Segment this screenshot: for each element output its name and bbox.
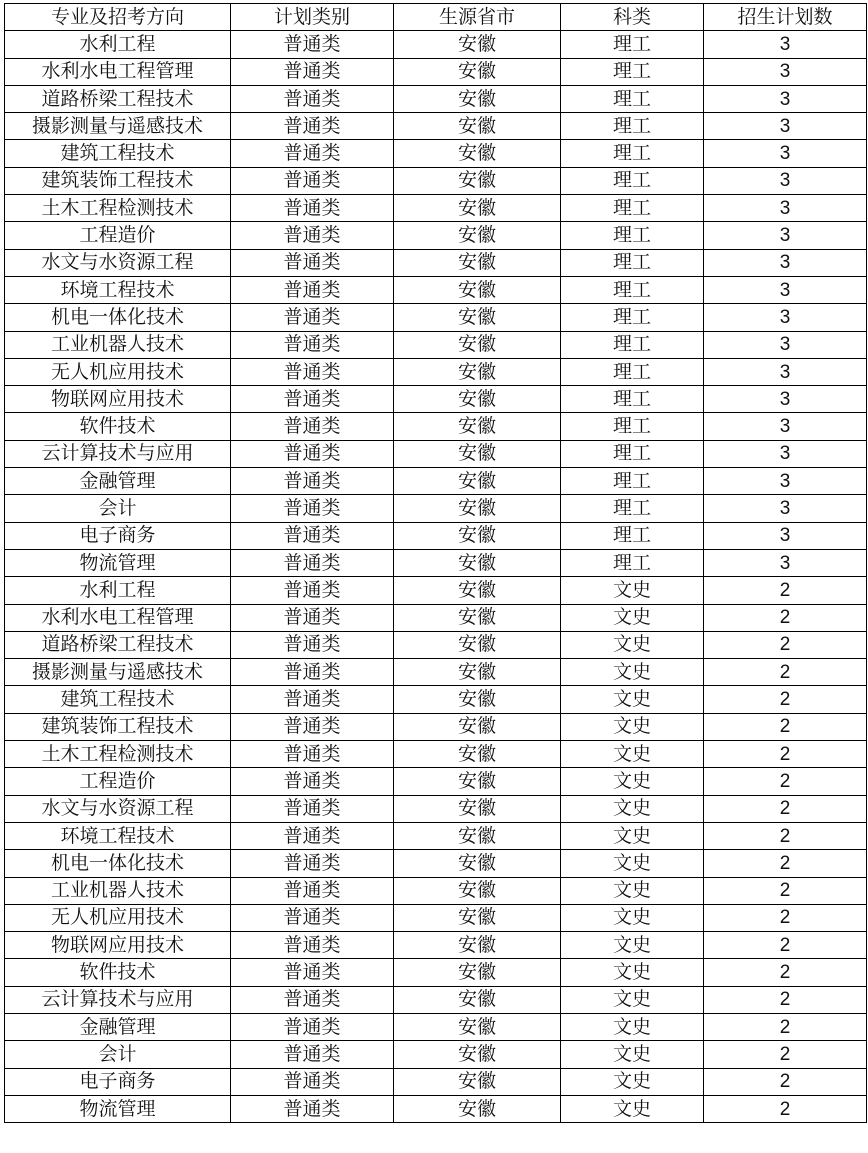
table-row <box>5 877 867 904</box>
cell-source-province: 安徽 <box>394 768 561 795</box>
cell-major: 会计 <box>5 495 231 522</box>
cell-subject-category: 文史 <box>561 904 704 931</box>
cell-plan-category: 普通类 <box>231 85 394 112</box>
cell-source-province: 安徽 <box>394 331 561 358</box>
table-row <box>5 577 867 604</box>
cell-source-province: 安徽 <box>394 877 561 904</box>
cell-subject-category: 理工 <box>561 195 704 222</box>
cell-major: 物联网应用技术 <box>5 932 231 959</box>
table-row <box>5 222 867 249</box>
cell-plan-category: 普通类 <box>231 58 394 85</box>
cell-subject-category: 文史 <box>561 877 704 904</box>
cell-major: 物流管理 <box>5 549 231 576</box>
cell-major: 水利工程 <box>5 577 231 604</box>
cell-enrollment-count: 3 <box>704 522 867 549</box>
cell-source-province: 安徽 <box>394 932 561 959</box>
table-row <box>5 986 867 1013</box>
cell-enrollment-count: 3 <box>704 440 867 467</box>
cell-source-province: 安徽 <box>394 495 561 522</box>
cell-subject-category: 理工 <box>561 276 704 303</box>
cell-enrollment-count: 3 <box>704 386 867 413</box>
cell-plan-category: 普通类 <box>231 795 394 822</box>
cell-source-province: 安徽 <box>394 604 561 631</box>
cell-subject-category: 理工 <box>561 222 704 249</box>
cell-plan-category: 普通类 <box>231 195 394 222</box>
cell-enrollment-count: 3 <box>704 276 867 303</box>
table-row <box>5 795 867 822</box>
cell-subject-category: 文史 <box>561 686 704 713</box>
enrollment-plan-table <box>4 3 867 1123</box>
cell-enrollment-count: 3 <box>704 304 867 331</box>
header-subject-category: 科类 <box>561 4 704 31</box>
cell-major: 机电一体化技术 <box>5 850 231 877</box>
cell-major: 无人机应用技术 <box>5 904 231 931</box>
cell-plan-category: 普通类 <box>231 140 394 167</box>
table-row <box>5 1095 867 1122</box>
cell-major: 土木工程检测技术 <box>5 741 231 768</box>
table-row <box>5 1013 867 1040</box>
cell-major: 建筑装饰工程技术 <box>5 167 231 194</box>
table-row <box>5 358 867 385</box>
cell-subject-category: 理工 <box>561 249 704 276</box>
cell-plan-category: 普通类 <box>231 522 394 549</box>
cell-major: 道路桥梁工程技术 <box>5 631 231 658</box>
cell-enrollment-count: 3 <box>704 58 867 85</box>
cell-major: 工业机器人技术 <box>5 877 231 904</box>
cell-plan-category: 普通类 <box>231 604 394 631</box>
cell-major: 物流管理 <box>5 1095 231 1122</box>
cell-enrollment-count: 2 <box>704 713 867 740</box>
cell-plan-category: 普通类 <box>231 713 394 740</box>
cell-source-province: 安徽 <box>394 713 561 740</box>
table-header <box>5 4 867 31</box>
table-row <box>5 1041 867 1068</box>
cell-enrollment-count: 3 <box>704 549 867 576</box>
table-row <box>5 904 867 931</box>
cell-enrollment-count: 3 <box>704 249 867 276</box>
header-plan-category: 计划类别 <box>231 4 394 31</box>
cell-plan-category: 普通类 <box>231 741 394 768</box>
table-row <box>5 822 867 849</box>
cell-plan-category: 普通类 <box>231 959 394 986</box>
cell-major: 环境工程技术 <box>5 276 231 303</box>
cell-source-province: 安徽 <box>394 795 561 822</box>
cell-major: 电子商务 <box>5 522 231 549</box>
cell-source-province: 安徽 <box>394 522 561 549</box>
table-row <box>5 631 867 658</box>
cell-source-province: 安徽 <box>394 1013 561 1040</box>
cell-subject-category: 文史 <box>561 631 704 658</box>
cell-enrollment-count: 3 <box>704 495 867 522</box>
cell-plan-category: 普通类 <box>231 1041 394 1068</box>
cell-subject-category: 理工 <box>561 58 704 85</box>
cell-major: 道路桥梁工程技术 <box>5 85 231 112</box>
cell-major: 摄影测量与遥感技术 <box>5 659 231 686</box>
cell-source-province: 安徽 <box>394 1095 561 1122</box>
cell-enrollment-count: 2 <box>704 686 867 713</box>
cell-major: 水利工程 <box>5 31 231 58</box>
cell-major: 水文与水资源工程 <box>5 795 231 822</box>
cell-subject-category: 文史 <box>561 659 704 686</box>
cell-source-province: 安徽 <box>394 549 561 576</box>
cell-major: 云计算技术与应用 <box>5 440 231 467</box>
cell-enrollment-count: 3 <box>704 413 867 440</box>
cell-enrollment-count: 3 <box>704 167 867 194</box>
cell-source-province: 安徽 <box>394 222 561 249</box>
cell-source-province: 安徽 <box>394 195 561 222</box>
cell-source-province: 安徽 <box>394 686 561 713</box>
cell-source-province: 安徽 <box>394 850 561 877</box>
cell-source-province: 安徽 <box>394 577 561 604</box>
cell-plan-category: 普通类 <box>231 113 394 140</box>
cell-subject-category: 理工 <box>561 113 704 140</box>
cell-subject-category: 理工 <box>561 413 704 440</box>
cell-source-province: 安徽 <box>394 904 561 931</box>
cell-subject-category: 文史 <box>561 986 704 1013</box>
cell-source-province: 安徽 <box>394 440 561 467</box>
cell-major: 水文与水资源工程 <box>5 249 231 276</box>
cell-subject-category: 文史 <box>561 850 704 877</box>
table-row <box>5 713 867 740</box>
cell-subject-category: 文史 <box>561 1041 704 1068</box>
cell-enrollment-count: 2 <box>704 768 867 795</box>
cell-subject-category: 文史 <box>561 932 704 959</box>
cell-major: 电子商务 <box>5 1068 231 1095</box>
cell-plan-category: 普通类 <box>231 167 394 194</box>
cell-plan-category: 普通类 <box>231 932 394 959</box>
cell-plan-category: 普通类 <box>231 877 394 904</box>
cell-major: 云计算技术与应用 <box>5 986 231 1013</box>
cell-plan-category: 普通类 <box>231 331 394 358</box>
cell-subject-category: 理工 <box>561 468 704 495</box>
cell-major: 软件技术 <box>5 959 231 986</box>
cell-source-province: 安徽 <box>394 386 561 413</box>
cell-source-province: 安徽 <box>394 822 561 849</box>
cell-subject-category: 文史 <box>561 713 704 740</box>
table-row <box>5 850 867 877</box>
cell-plan-category: 普通类 <box>231 413 394 440</box>
cell-plan-category: 普通类 <box>231 440 394 467</box>
table-row <box>5 1068 867 1095</box>
cell-source-province: 安徽 <box>394 959 561 986</box>
cell-enrollment-count: 2 <box>704 741 867 768</box>
cell-subject-category: 理工 <box>561 549 704 576</box>
cell-plan-category: 普通类 <box>231 222 394 249</box>
cell-subject-category: 文史 <box>561 604 704 631</box>
cell-major: 工程造价 <box>5 768 231 795</box>
cell-source-province: 安徽 <box>394 468 561 495</box>
table-row <box>5 959 867 986</box>
cell-enrollment-count: 2 <box>704 904 867 931</box>
cell-subject-category: 理工 <box>561 304 704 331</box>
table-row <box>5 386 867 413</box>
cell-major: 水利水电工程管理 <box>5 58 231 85</box>
cell-subject-category: 文史 <box>561 741 704 768</box>
cell-source-province: 安徽 <box>394 31 561 58</box>
cell-subject-category: 理工 <box>561 522 704 549</box>
cell-major: 会计 <box>5 1041 231 1068</box>
cell-enrollment-count: 2 <box>704 659 867 686</box>
table-row <box>5 195 867 222</box>
cell-subject-category: 理工 <box>561 331 704 358</box>
table-row <box>5 140 867 167</box>
table-row <box>5 167 867 194</box>
cell-plan-category: 普通类 <box>231 850 394 877</box>
cell-major: 物联网应用技术 <box>5 386 231 413</box>
table-row <box>5 741 867 768</box>
table-row <box>5 768 867 795</box>
cell-subject-category: 理工 <box>561 31 704 58</box>
cell-enrollment-count: 2 <box>704 631 867 658</box>
cell-major: 建筑工程技术 <box>5 140 231 167</box>
cell-plan-category: 普通类 <box>231 1013 394 1040</box>
cell-plan-category: 普通类 <box>231 386 394 413</box>
cell-plan-category: 普通类 <box>231 276 394 303</box>
cell-major: 摄影测量与遥感技术 <box>5 113 231 140</box>
cell-source-province: 安徽 <box>394 276 561 303</box>
table-row <box>5 468 867 495</box>
table-row <box>5 31 867 58</box>
cell-subject-category: 文史 <box>561 1095 704 1122</box>
cell-source-province: 安徽 <box>394 659 561 686</box>
cell-major: 建筑装饰工程技术 <box>5 713 231 740</box>
cell-source-province: 安徽 <box>394 413 561 440</box>
cell-plan-category: 普通类 <box>231 822 394 849</box>
table-row <box>5 440 867 467</box>
cell-subject-category: 理工 <box>561 167 704 194</box>
table-row <box>5 304 867 331</box>
cell-plan-category: 普通类 <box>231 549 394 576</box>
cell-source-province: 安徽 <box>394 113 561 140</box>
cell-source-province: 安徽 <box>394 167 561 194</box>
table-row <box>5 549 867 576</box>
cell-enrollment-count: 2 <box>704 959 867 986</box>
cell-enrollment-count: 2 <box>704 604 867 631</box>
cell-subject-category: 文史 <box>561 768 704 795</box>
cell-source-province: 安徽 <box>394 1041 561 1068</box>
table-row <box>5 932 867 959</box>
table-row <box>5 85 867 112</box>
cell-subject-category: 理工 <box>561 85 704 112</box>
cell-enrollment-count: 3 <box>704 331 867 358</box>
cell-major: 建筑工程技术 <box>5 686 231 713</box>
cell-enrollment-count: 2 <box>704 986 867 1013</box>
cell-enrollment-count: 2 <box>704 1068 867 1095</box>
cell-enrollment-count: 2 <box>704 795 867 822</box>
cell-major: 无人机应用技术 <box>5 358 231 385</box>
cell-enrollment-count: 3 <box>704 468 867 495</box>
cell-subject-category: 文史 <box>561 1013 704 1040</box>
cell-major: 工程造价 <box>5 222 231 249</box>
cell-subject-category: 理工 <box>561 386 704 413</box>
cell-enrollment-count: 2 <box>704 850 867 877</box>
cell-subject-category: 文史 <box>561 959 704 986</box>
cell-subject-category: 理工 <box>561 140 704 167</box>
cell-subject-category: 理工 <box>561 358 704 385</box>
table-row <box>5 659 867 686</box>
cell-subject-category: 文史 <box>561 795 704 822</box>
cell-source-province: 安徽 <box>394 631 561 658</box>
cell-source-province: 安徽 <box>394 249 561 276</box>
table-row <box>5 604 867 631</box>
table-body <box>5 31 867 1123</box>
cell-subject-category: 理工 <box>561 495 704 522</box>
header-source-province: 生源省市 <box>394 4 561 31</box>
cell-enrollment-count: 3 <box>704 85 867 112</box>
cell-enrollment-count: 3 <box>704 358 867 385</box>
cell-source-province: 安徽 <box>394 741 561 768</box>
cell-plan-category: 普通类 <box>231 249 394 276</box>
cell-enrollment-count: 2 <box>704 1041 867 1068</box>
cell-plan-category: 普通类 <box>231 577 394 604</box>
cell-plan-category: 普通类 <box>231 686 394 713</box>
table-row <box>5 113 867 140</box>
cell-enrollment-count: 2 <box>704 577 867 604</box>
table-row <box>5 249 867 276</box>
cell-plan-category: 普通类 <box>231 31 394 58</box>
cell-plan-category: 普通类 <box>231 468 394 495</box>
cell-plan-category: 普通类 <box>231 904 394 931</box>
cell-major: 金融管理 <box>5 468 231 495</box>
cell-enrollment-count: 2 <box>704 1095 867 1122</box>
cell-enrollment-count: 3 <box>704 31 867 58</box>
cell-plan-category: 普通类 <box>231 659 394 686</box>
table-row <box>5 495 867 522</box>
cell-enrollment-count: 2 <box>704 1013 867 1040</box>
header-enrollment-count: 招生计划数 <box>704 4 867 31</box>
cell-major: 土木工程检测技术 <box>5 195 231 222</box>
cell-subject-category: 文史 <box>561 1068 704 1095</box>
table-row <box>5 686 867 713</box>
table-row <box>5 276 867 303</box>
cell-enrollment-count: 2 <box>704 877 867 904</box>
table-row <box>5 58 867 85</box>
header-row <box>5 4 867 31</box>
cell-plan-category: 普通类 <box>231 304 394 331</box>
cell-enrollment-count: 3 <box>704 195 867 222</box>
table-row <box>5 413 867 440</box>
cell-enrollment-count: 2 <box>704 932 867 959</box>
cell-plan-category: 普通类 <box>231 768 394 795</box>
cell-subject-category: 理工 <box>561 440 704 467</box>
cell-major: 环境工程技术 <box>5 822 231 849</box>
cell-major: 机电一体化技术 <box>5 304 231 331</box>
cell-source-province: 安徽 <box>394 986 561 1013</box>
cell-source-province: 安徽 <box>394 58 561 85</box>
cell-enrollment-count: 2 <box>704 822 867 849</box>
table-row <box>5 331 867 358</box>
cell-plan-category: 普通类 <box>231 986 394 1013</box>
cell-source-province: 安徽 <box>394 140 561 167</box>
cell-source-province: 安徽 <box>394 358 561 385</box>
cell-source-province: 安徽 <box>394 304 561 331</box>
cell-enrollment-count: 3 <box>704 140 867 167</box>
enrollment-plan-table-container <box>4 3 867 1123</box>
table-row <box>5 522 867 549</box>
cell-subject-category: 文史 <box>561 822 704 849</box>
cell-plan-category: 普通类 <box>231 358 394 385</box>
cell-plan-category: 普通类 <box>231 1095 394 1122</box>
header-major: 专业及招考方向 <box>5 4 231 31</box>
cell-source-province: 安徽 <box>394 85 561 112</box>
cell-plan-category: 普通类 <box>231 631 394 658</box>
cell-enrollment-count: 3 <box>704 222 867 249</box>
cell-source-province: 安徽 <box>394 1068 561 1095</box>
cell-subject-category: 文史 <box>561 577 704 604</box>
cell-plan-category: 普通类 <box>231 495 394 522</box>
cell-major: 水利水电工程管理 <box>5 604 231 631</box>
cell-enrollment-count: 3 <box>704 113 867 140</box>
cell-major: 软件技术 <box>5 413 231 440</box>
cell-plan-category: 普通类 <box>231 1068 394 1095</box>
cell-major: 工业机器人技术 <box>5 331 231 358</box>
cell-major: 金融管理 <box>5 1013 231 1040</box>
